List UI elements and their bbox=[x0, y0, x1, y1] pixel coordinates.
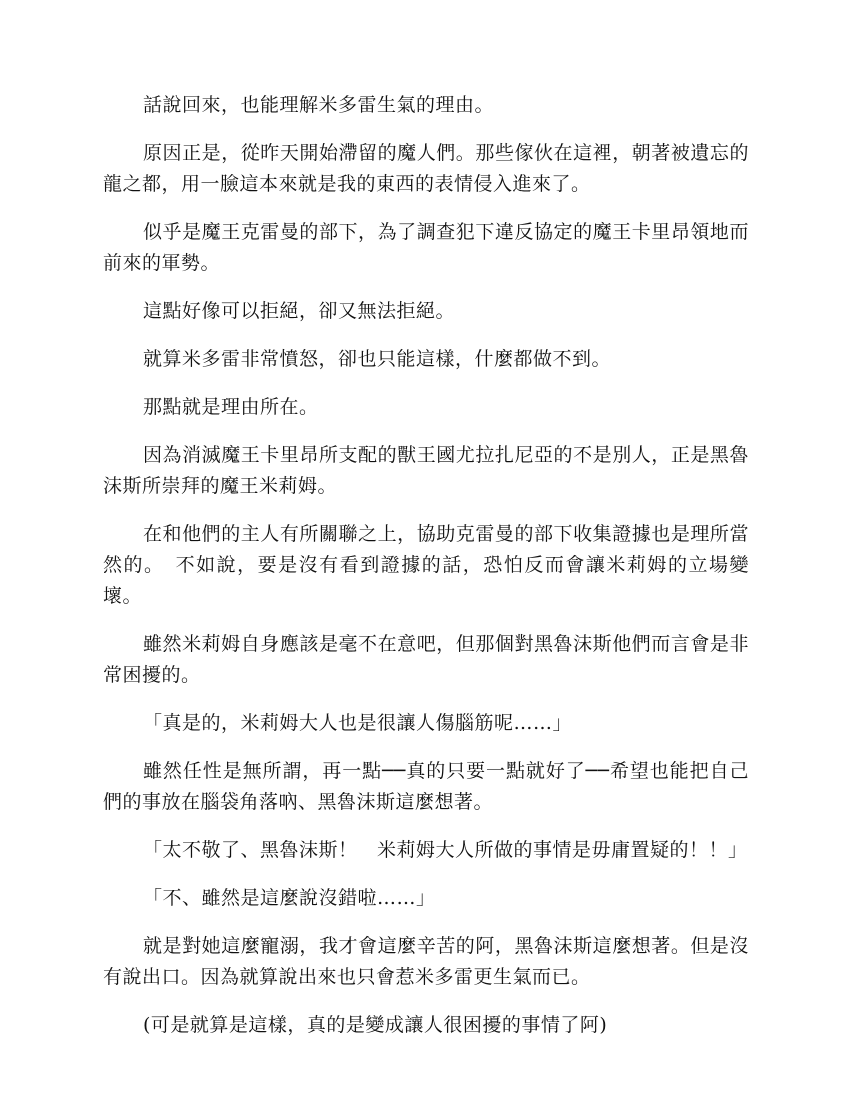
paragraph: 在和他們的主人有所關聯之上，協助克雷曼的部下收集證據也是理所當然的。 不如說，要是沒有看到證據的話，恐怕反而會讓米莉姆的立場變壞。 bbox=[103, 523, 749, 607]
paragraph: 這點好像可以拒絕，卻又無法拒絕。 bbox=[143, 300, 456, 322]
paragraph: 原因正是，從昨天開始滯留的魔人們。那些傢伙在這裡，朝著被遺忘的龍之都，用一臉這本來就是我的東西的表情侵入進來了。 bbox=[103, 142, 749, 195]
document-body bbox=[103, 90, 749, 1058]
paragraph: 因為消滅魔王卡里昂所支配的獸王國尤拉扎尼亞的不是別人，正是黑魯沫斯所崇拜的魔王米莉姆。 bbox=[103, 444, 749, 497]
paragraph: 「太不敬了、黑魯沫斯！ 米莉姆大人所做的事情是毋庸置疑的！！」 bbox=[143, 839, 748, 861]
paragraph: 那點就是理由所在。 bbox=[143, 396, 319, 418]
paragraph: 就是對她這麼寵溺，我才會這麼辛苦的阿，黑魯沫斯這麼想著。但是沒有說出口。因為就算說出來也只會惹米多雷更生氣而已。 bbox=[103, 935, 749, 988]
paragraph: 雖然任性是無所謂，再一點──真的只要一點就好了──希望也能把自己們的事放在腦袋角落吶、黑魯沫斯這麼想著。 bbox=[103, 760, 749, 813]
paragraph: (可是就算是這樣，真的是變成讓人很困擾的事情了阿) bbox=[143, 1014, 608, 1036]
paragraph: 雖然米莉姆自身應該是毫不在意吧，但那個對黑魯沫斯他們而言會是非常困擾的。 bbox=[103, 633, 749, 686]
paragraph: 「真是的，米莉姆大人也是很讓人傷腦筋呢……」 bbox=[143, 712, 573, 734]
paragraph: 「不、雖然是這麼說沒錯啦……」 bbox=[143, 887, 436, 909]
paragraph: 似乎是魔王克雷曼的部下，為了調查犯下違反協定的魔王卡里昂領地而前來的軍勢。 bbox=[103, 221, 749, 274]
paragraph: 就算米多雷非常憤怒，卻也只能這樣，什麼都做不到。 bbox=[143, 348, 612, 370]
paragraph: 話說回來，也能理解米多雷生氣的理由。 bbox=[143, 94, 495, 116]
